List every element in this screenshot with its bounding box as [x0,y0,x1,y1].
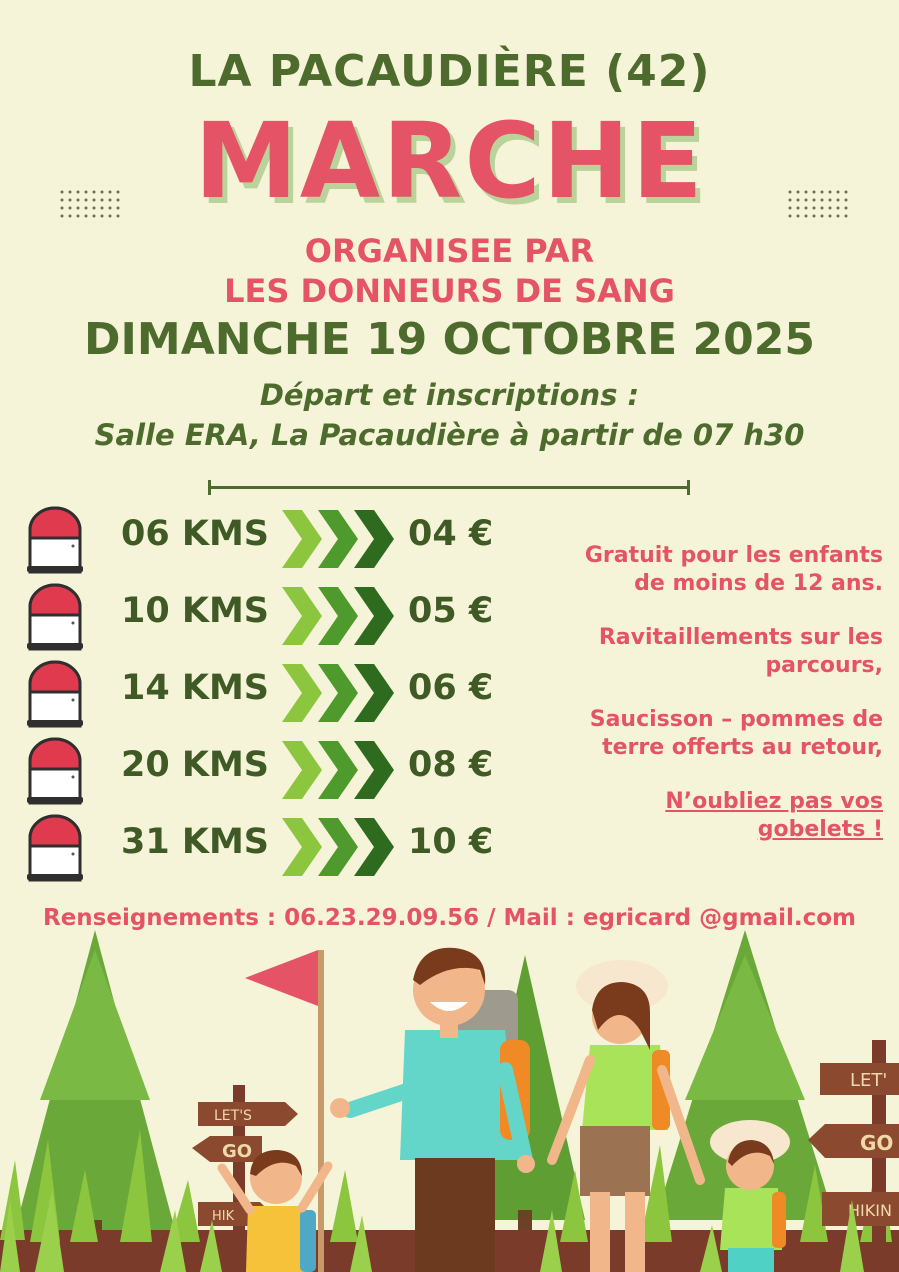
route-distance: 14 KMS [120,668,270,708]
route-distance: 20 KMS [120,745,270,785]
divider-line [208,486,690,489]
info-line: parcours, [765,653,883,678]
distance-marker-icon [25,660,85,728]
route-price: 06 € [408,668,494,708]
route-distance: 10 KMS [120,591,270,631]
departure-line-2: Salle ERA, La Pacaudière à partir de 07 h30 [94,418,805,452]
chevron-arrows-icon [282,664,394,722]
route-row [0,660,540,730]
sign-text: LET' [850,1070,888,1091]
cups-reminder [665,788,883,844]
distance-marker-icon [25,583,85,651]
distance-marker-icon [25,506,85,574]
hiking-scene-illustration [0,930,899,1272]
event-title: MARCHE [194,100,705,222]
contact-info: Renseignements : 06.23.29.09.56 / Mail : egricard @gmail.com [42,905,857,931]
sign-text: HIKIN [848,1201,892,1220]
route-price: 04 € [408,514,494,554]
info-line: N’oubliez pas vos [665,789,883,814]
event-date: DIMANCHE 19 OCTOBRE 2025 [84,314,815,365]
route-distance: 06 KMS [120,514,270,554]
sign-text: HIK [212,1209,235,1224]
distance-marker-icon [25,814,85,882]
supplies-info [599,624,883,680]
info-line: Gratuit pour les enfants [584,543,883,568]
distance-marker-icon [25,737,85,805]
route-row [0,583,540,653]
route-row [0,506,540,576]
sign-text: LET'S [214,1108,252,1124]
food-info [590,706,883,762]
info-line: gobelets ! [757,817,883,842]
info-line: Ravitaillements sur les [598,625,883,650]
chevron-arrows-icon [282,818,394,876]
chevron-arrows-icon [282,587,394,645]
route-distance: 31 KMS [120,822,270,862]
sign-text: GO [222,1141,253,1162]
dot-pattern-right [786,188,848,222]
route-price: 05 € [408,591,494,631]
info-line: terre offerts au retour, [602,735,883,760]
route-row [0,814,540,884]
place-heading: LA PACAUDIÈRE (42) [188,46,711,97]
route-price: 08 € [408,745,494,785]
info-line: de moins de 12 ans. [634,571,883,596]
organiser-line-1: ORGANISEE PAR [304,232,595,270]
route-price: 10 € [408,822,494,862]
departure-line-1: Départ et inscriptions : [259,378,640,412]
organiser-line-2: LES DONNEURS DE SANG [224,272,675,310]
chevron-arrows-icon [282,510,394,568]
route-row [0,737,540,807]
children-free-info [585,542,883,598]
sign-text: GO [860,1131,894,1155]
info-line: Saucisson – pommes de [589,707,883,732]
dot-pattern-left [58,188,120,222]
chevron-arrows-icon [282,741,394,799]
